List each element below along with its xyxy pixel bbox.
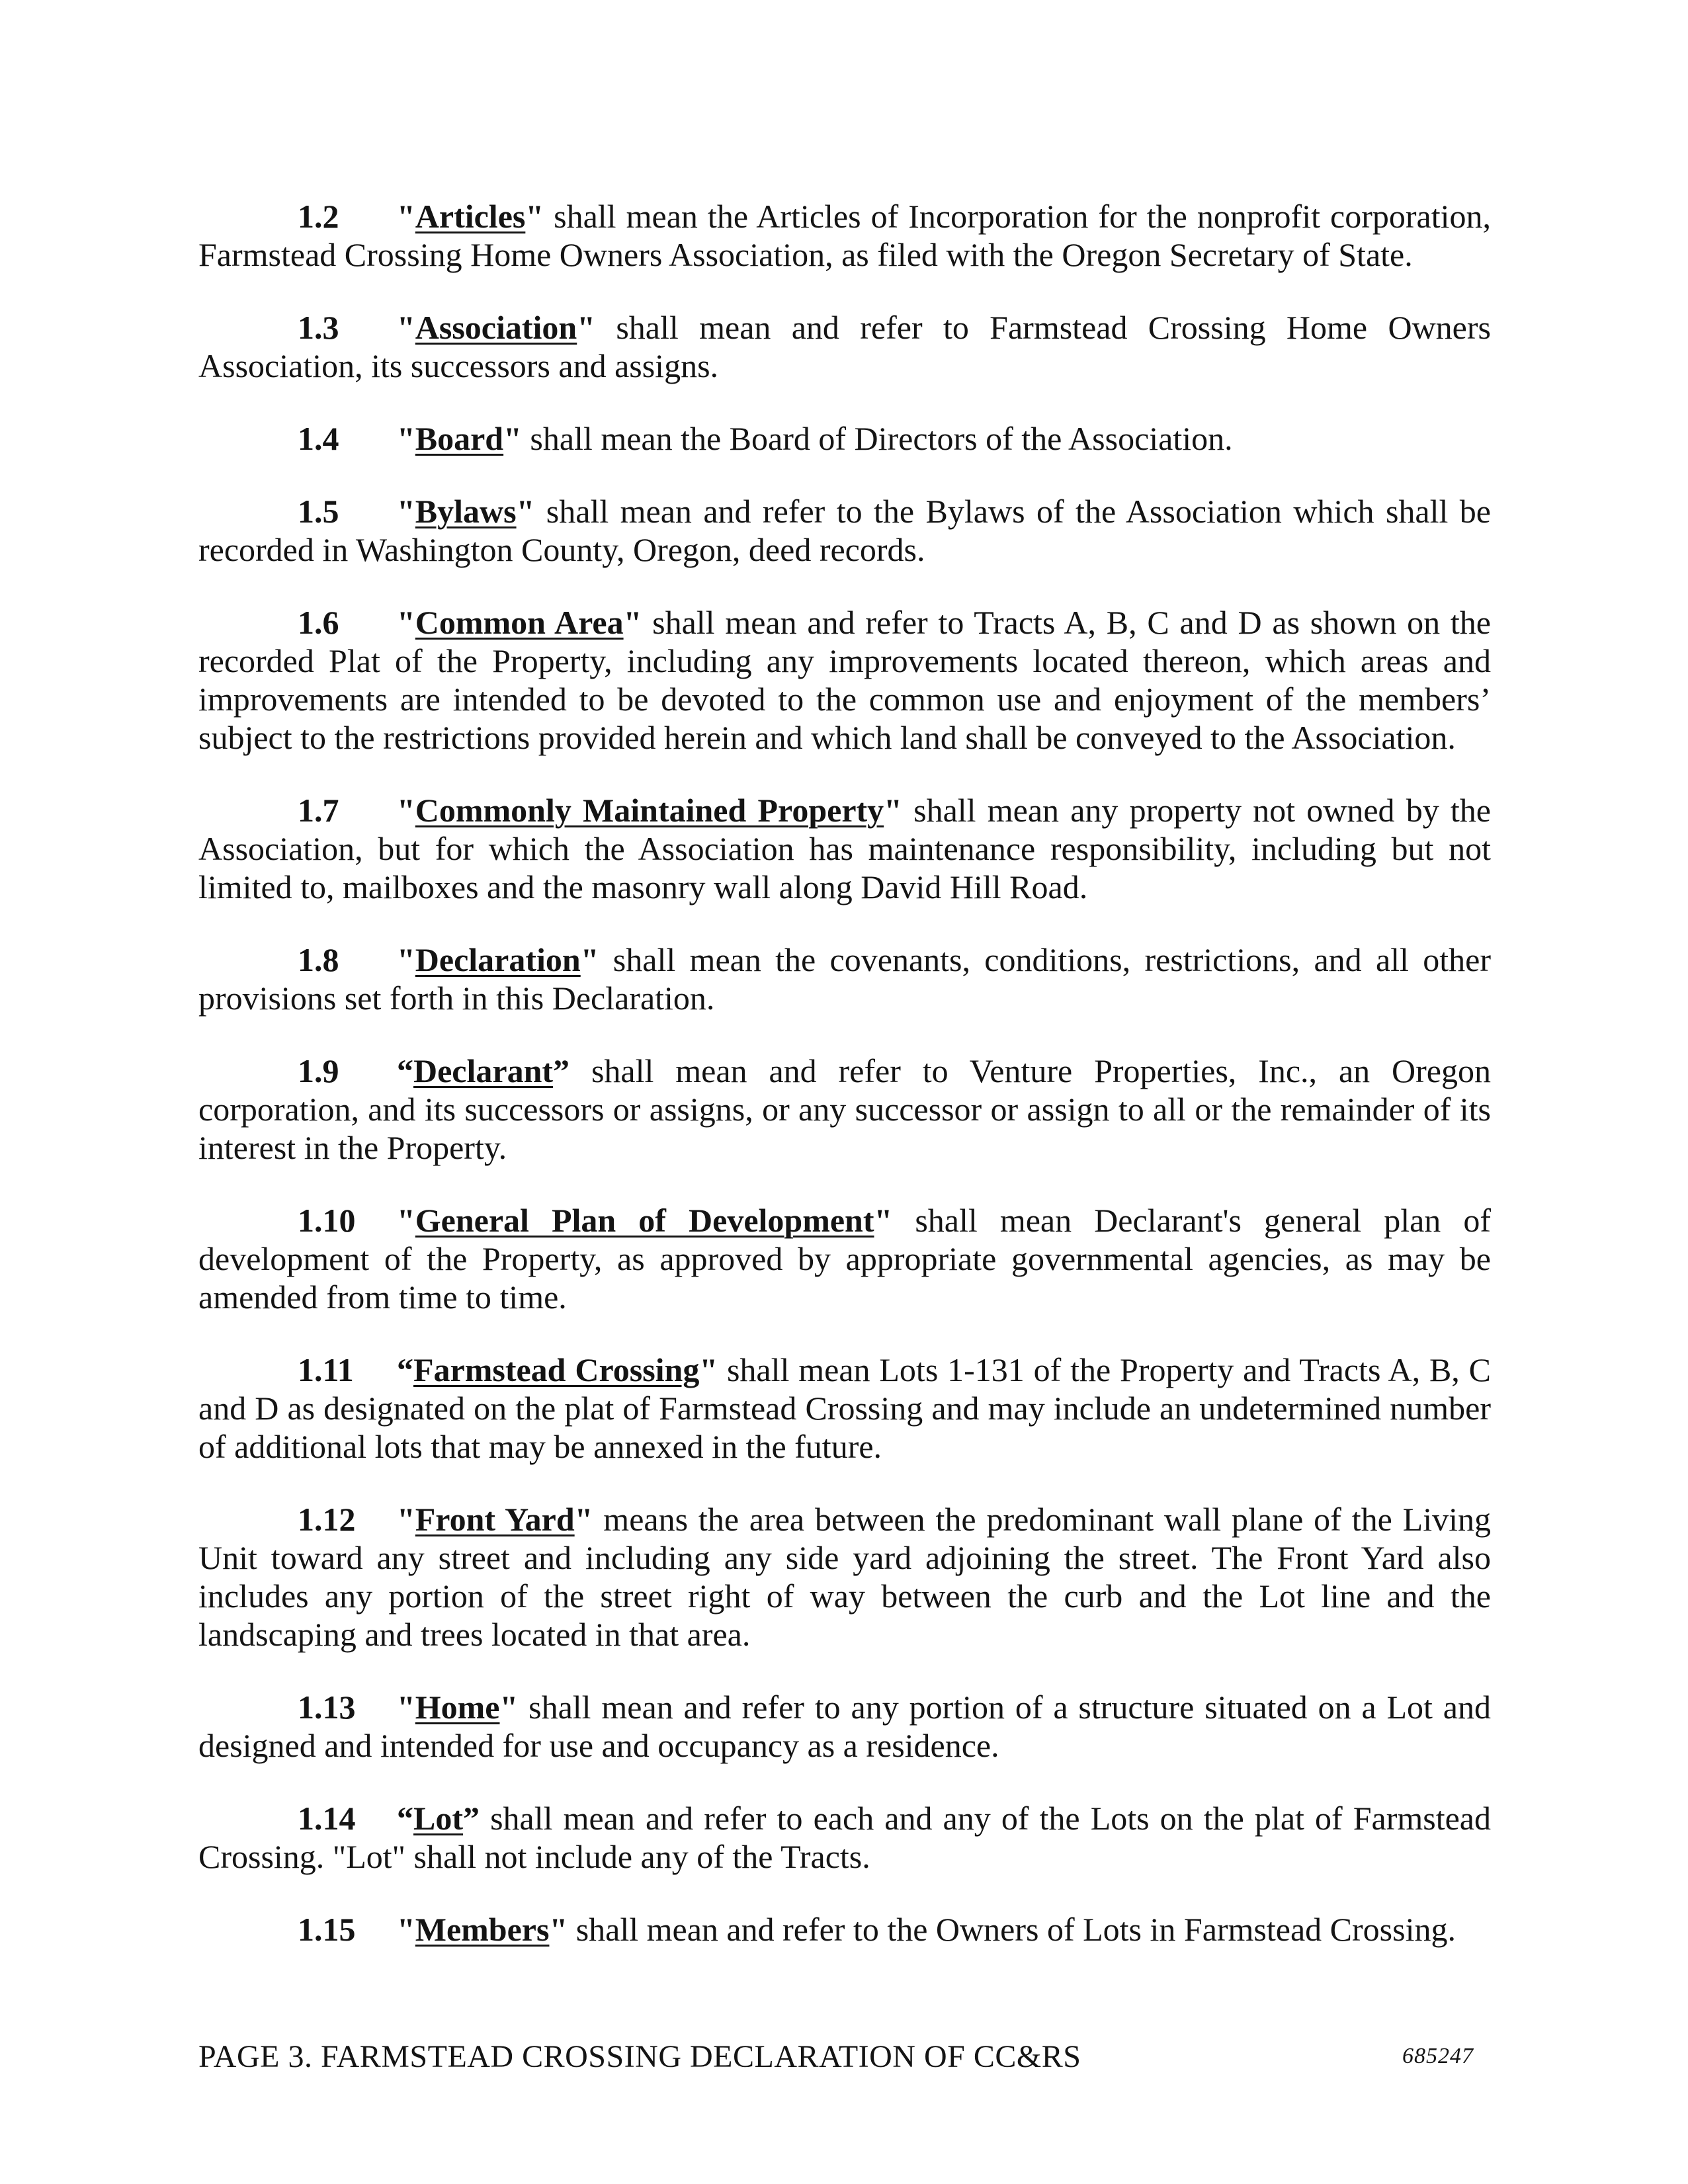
section-1-13 [198,1688,1491,1765]
defined-term: Front Yard [415,1501,575,1538]
section-1-6 [198,603,1491,757]
defined-term: Declarant [413,1052,554,1089]
close-quote: " [884,792,902,829]
definition-text: shall mean Lots 1-131 of the Property and Tracts A, B, C and D as designated on the plat of Farmstead Crossing and may include an undetermined number of additional lots that may be annexed in the future. [198,1351,1491,1465]
section-number: 1.7 [298,792,339,829]
section-number: 1.12 [298,1501,356,1538]
definition-text: shall mean and refer to Tracts A, B, C and D as shown on the recorded Plat of the Property, including any improvements located thereon, which areas and improvements are intended to be devoted to the common use and enjoyment of the members’ subject to the restrictions provided herein and which land shall be conveyed to the Association. [198,604,1491,756]
close-quote: " [580,941,599,978]
page-footer-label: PAGE 3. FARMSTEAD CROSSING DECLARATION OF CC&RS [198,2039,1081,2074]
close-quote: " [516,493,535,530]
section-number: 1.14 [298,1800,356,1837]
section-1-15 [198,1910,1491,1949]
section-1-5 [198,492,1491,569]
close-quote: " [874,1202,893,1239]
defined-term: Lot [413,1800,463,1837]
definition-text: shall mean the Articles of Incorporation for the nonprofit corporation, Farmstead Crossing Home Owners Association, as filed with the Oregon Secretary of State. [198,198,1491,273]
open-quote: " [397,198,415,235]
definition-text: means the area between the predominant wall plane of the Living Unit toward any street and including any side yard adjoining the street. The Front Yard also includes any portion of the street right of way between the curb and the Lot line and the landscaping and trees located in that area. [198,1501,1491,1653]
open-quote: " [397,941,415,978]
open-quote: “ [397,1052,413,1089]
defined-term: Bylaws [415,493,517,530]
section-1-9 [198,1052,1491,1167]
document-number: 685247 [1402,2044,1474,2068]
open-quote: " [397,309,415,346]
open-quote: " [397,1202,415,1239]
section-number: 1.9 [298,1052,339,1089]
open-quote: " [397,420,415,457]
close-quote: " [577,309,595,346]
close-quote: " [503,420,522,457]
section-number: 1.15 [298,1911,356,1948]
section-number: 1.13 [298,1689,356,1726]
section-1-7 [198,791,1491,906]
close-quote: " [499,1689,519,1726]
section-1-3 [198,308,1491,385]
section-1-14 [198,1799,1491,1876]
section-1-2 [198,197,1491,274]
close-quote: " [525,198,544,235]
definition-text: shall mean the Board of Directors of the Association. [521,420,1233,457]
section-number: 1.5 [298,493,339,530]
definition-text: shall mean any property not owned by the Association, but for which the Association has maintenance responsibility, including but not limited to, mailboxes and the masonry wall along David Hill Road. [198,792,1491,905]
definition-text: shall mean the covenants, conditions, restrictions, and all other provisions set forth in this Declaration. [198,941,1491,1017]
defined-term: Members [415,1911,550,1948]
section-1-10 [198,1201,1491,1316]
close-quote: " [574,1501,593,1538]
close-quote: " [549,1911,568,1948]
definition-text: shall mean and refer to Farmstead Crossing Home Owners Association, its successors and assigns. [198,309,1491,384]
open-quote: " [397,493,415,530]
defined-term: Commonly Maintained Property [415,792,884,829]
definition-text: shall mean Declarant's general plan of development of the Property, as approved by appropriate governmental agencies, as may be amended from time to time. [198,1202,1491,1316]
open-quote: “ [397,1800,413,1837]
section-1-4 [198,419,1491,458]
definition-text: shall mean and refer to any portion of a structure situated on a Lot and designed and intended for use and occupancy as a residence. [198,1689,1491,1764]
section-number: 1.6 [298,604,339,641]
defined-term: Articles [415,198,526,235]
defined-term: Board [415,420,504,457]
definition-text: shall mean and refer to the Owners of Lots in Farmstead Crossing. [568,1911,1456,1948]
open-quote: " [397,1501,415,1538]
section-1-11 [198,1351,1491,1466]
section-number: 1.4 [298,420,339,457]
close-quote: ” [463,1800,480,1837]
section-number: 1.10 [298,1202,356,1239]
open-quote: “ [397,1351,413,1388]
document-body [198,197,1491,1983]
section-number: 1.2 [298,198,339,235]
defined-term: Home [415,1689,500,1726]
section-1-12 [198,1500,1491,1654]
section-number: 1.11 [298,1351,354,1388]
defined-term: Common Area [415,604,624,641]
close-quote: " [699,1351,718,1388]
section-number: 1.8 [298,941,339,978]
definition-text: shall mean and refer to each and any of the Lots on the plat of Farmstead Crossing. "Lot" shall not include any of the Tracts. [198,1800,1491,1875]
close-quote: " [623,604,642,641]
open-quote: " [397,1911,415,1948]
defined-term: Declaration [415,941,581,978]
definition-text: shall mean and refer to Venture Properties, Inc., an Oregon corporation, and its successors or assigns, or any successor or assign to all or the remainder of its interest in the Property. [198,1052,1491,1166]
defined-term: Farmstead Crossing [413,1351,700,1388]
definition-text: shall mean and refer to the Bylaws of the Association which shall be recorded in Washington County, Oregon, deed records. [198,493,1491,568]
defined-term: Association [415,309,577,346]
open-quote: " [397,1689,415,1726]
open-quote: " [397,604,415,641]
open-quote: " [397,792,415,829]
section-1-8 [198,941,1491,1017]
defined-term: General Plan of Development [415,1202,874,1239]
close-quote: ” [553,1052,570,1089]
section-number: 1.3 [298,309,339,346]
